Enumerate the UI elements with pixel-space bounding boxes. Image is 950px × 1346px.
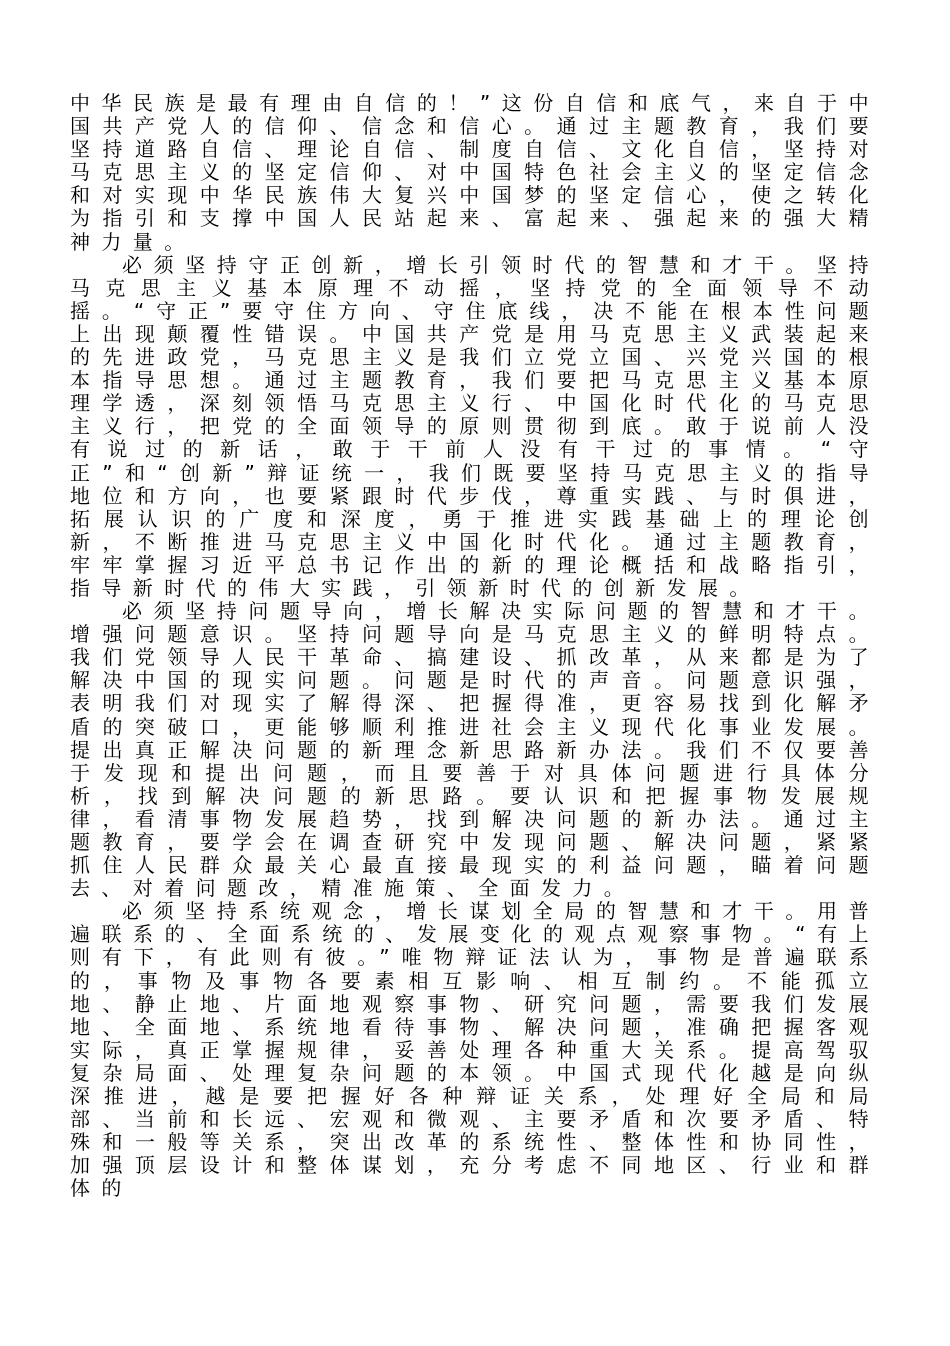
paragraph-2: 必须坚持守正创新，增长引领时代的智慧和才干。坚持马克思主义基本原理不动摇，坚持党的全面领导不动摇。“守正”要守住方向、守住底线，决不能在根本性问题上出现颠覆性错误。中国共产党是用马克思主义武装起来的先进政党，马克思主义是我们立党立国、兴党兴国的根本指导思想。通过主题教育，我们要把马克思主义基本原理学透，深刻领悟马克思主义行、中国化时代化的马克思主义行，把党的全面领导的原则贯彻到底。敢于说前人没有说过的新话，敢于干前人没有干过的事情。“守正”和“创新”辩证统一，我们既要坚持马克思主义的指导地位和方向，也要紧跟时代步伐，尊重实践、与时俱进，拓展认识的广度和深度，勇于推进实践基础上的理论创新，不断推进马克思主义中国化时代化。通过主题教育，牢牢掌握习近平总书记作出的新的理论概括和战略指引，指导新时代的伟大实践，引领新时代的创新发展。: [70, 252, 880, 600]
paragraph-1: 中华民族是最有理由自信的！”这份自信和底气，来自于中国共产党人的信仰、信念和信心。通过主题教育，我们要坚持道路自信、理论自信、制度自信、文化自信，坚持对马克思主义的坚定信仰、对中国特色社会主义的坚定信念和对实现中华民族伟大复兴中国梦的坚定信心，使之转化为指引和支撑中国人民站起来、富起来、强起来的强大精神力量。: [70, 91, 880, 254]
document-page: [70, 92, 880, 1201]
paragraph-4: 必须坚持系统观念，增长谋划全局的智慧和才干。用普遍联系的、全面系统的、发展变化的观点观察事物。“有上则有下，有此则有彼。”唯物辩证法认为，事物是普遍联系的，事物及事物各要素相互影响、相互制约。不能孤立地、静止地、片面地观察事物、研究问题，需要我们发展地、全面地、系统地看待事物、解决问题，准确把握客观实际，真正掌握规律，妥善处理各种重大关系。提高驾驭复杂局面、处理复杂问题的本领。中国式现代化越是向纵深推进，越是要把握好各种辩证关系，处理好全局和局部、当前和长远、宏观和微观、主要矛盾和次要矛盾、特殊和一般等关系，突出改革的系统性、整体性和协同性，加强顶层设计和整体谋划，充分考虑不同地区、行业和群体的: [70, 899, 880, 1201]
paragraph-3: 必须坚持问题导向，增长解决实际问题的智慧和才干。增强问题意识。坚持问题导向是马克思主义的鲜明特点。我们党领导人民干革命、搞建设、抓改革，从来都是为了解决中国的现实问题。问题是时代的声音。问题意识强，表明我们对现实了解得深、把握得准，更容易找到化解矛盾的突破口，更能够顺利推进社会主义现代化事业发展。提出真正解决问题的新理念新思路新办法。我们不仅要善于发现和提出问题，而且要善于对具体问题进行具体分析，找到解决问题的新思路。要认识和把握事物发展规律，看清事物发展趋势，找到解决问题的新办法。通过主题教育，要学会在调查研究中发现问题、解决问题，紧紧抓住人民群众最关心最直接最现实的利益问题，瞄着问题去、对着问题改，精准施策、全面发力。: [70, 599, 880, 901]
